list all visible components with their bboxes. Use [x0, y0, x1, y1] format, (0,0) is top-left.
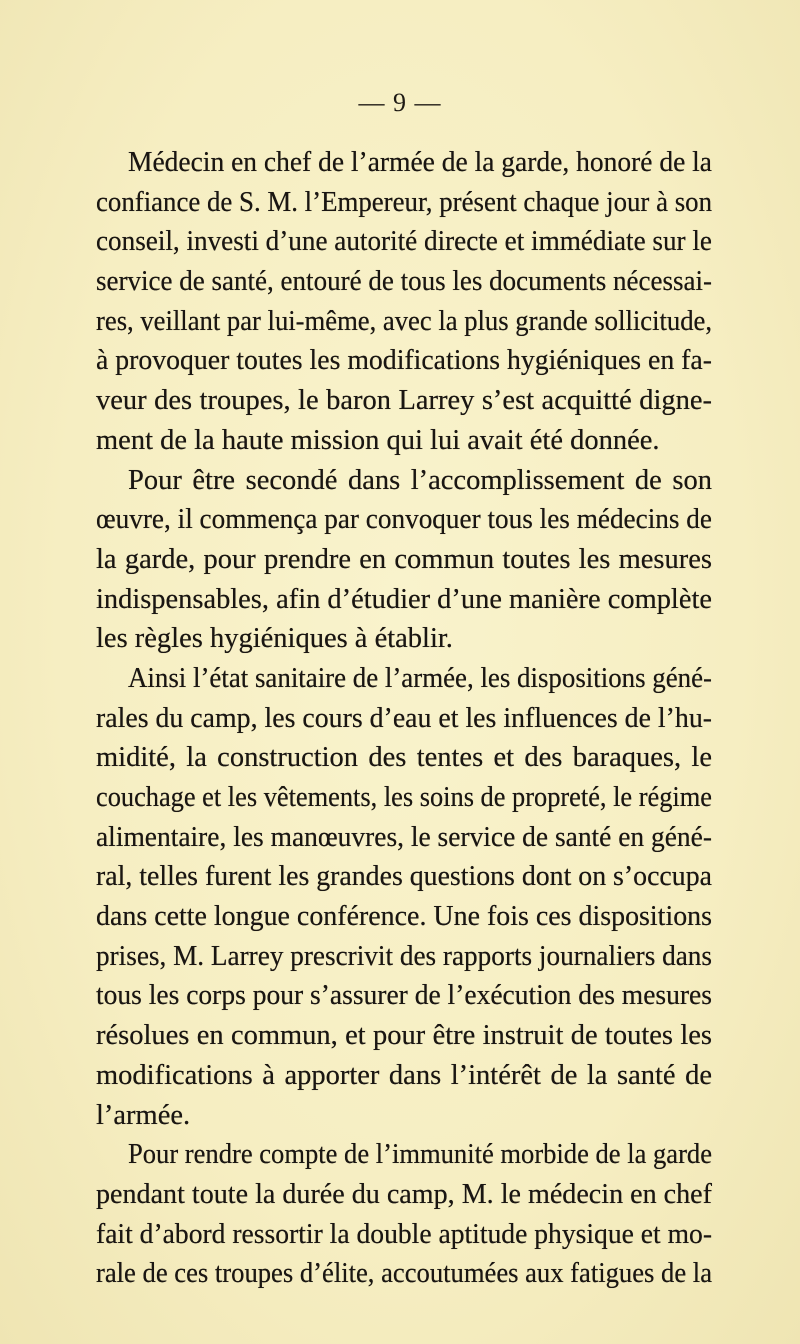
text-line: fait d’abord ressortir la double aptitude physique et mo- — [96, 1218, 713, 1250]
text-line: dans cette longue conférence. Une fois ces dispositions — [96, 901, 713, 933]
text-line: rales du camp, les cours d’eau et les influences de l’hu- — [96, 702, 713, 734]
text-line: ment de la haute mission qui lui avait été donnée. — [96, 424, 660, 456]
text-line: ral, telles furent les grandes questions dont on s’occupa — [96, 861, 712, 893]
text-line: couchage et les vêtements, les soins de propreté, le régime — [96, 782, 712, 813]
text-line: rale de ces troupes d’élite, accoutumées aux fatigues de la — [96, 1258, 713, 1290]
text-line: à provoquer toutes les modifications hygiéniques en fa- — [96, 345, 712, 377]
text-line: résolues en commun, et pour être instruit de toutes les — [96, 1020, 712, 1052]
text-line: Médecin en chef de l’armée de la garde, honoré de la — [128, 147, 713, 178]
text-line: veur des troupes, le baron Larrey s’est acquitté digne- — [96, 385, 713, 417]
text-line: confiance de S. M. l’Empereur, présent chaque jour à son — [96, 186, 712, 218]
text-line: l’armée. — [96, 1099, 191, 1131]
text-line: res, veillant par lui-même, avec la plus grande sollicitude, — [96, 305, 712, 337]
text-line: la garde, pour prendre en commun toutes les mesures — [96, 543, 712, 575]
text-line: pendant toute la durée du camp, M. le médecin en chef — [96, 1178, 712, 1210]
body-text — [96, 143, 712, 1294]
text-line: tous les corps pour s’assurer de l’exécution des mesures — [96, 980, 712, 1012]
text-line: Pour être secondé dans l’accomplissement de son — [128, 464, 712, 496]
text-line: modifications à apporter dans l’intérêt de la santé de — [96, 1059, 712, 1091]
text-line: service de santé, entouré de tous les documents nécessai- — [96, 266, 713, 298]
text-line: Ainsi l’état sanitaire de l’armée, les dispositions géné- — [128, 662, 712, 694]
page-number: — 9 — — [358, 88, 442, 117]
text-line: prises, M. Larrey prescrivit des rapports journaliers dans — [96, 940, 713, 972]
text-line: œuvre, il commença par convoquer tous les médecins de — [96, 504, 712, 536]
text-line: indispensables, afin d’étudier d’une manière complète — [96, 583, 712, 615]
text-line: les règles hygiéniques à établir. — [96, 623, 453, 655]
text-line: midité, la construction des tentes et des baraques, le — [96, 742, 713, 774]
text-line: alimentaire, les manœuvres, le service de santé en géné- — [96, 821, 712, 853]
text-line: conseil, investi d’une autorité directe et immédiate sur le — [96, 226, 712, 258]
text-line: Pour rendre compte de l’immunité morbide de la garde — [128, 1139, 712, 1171]
